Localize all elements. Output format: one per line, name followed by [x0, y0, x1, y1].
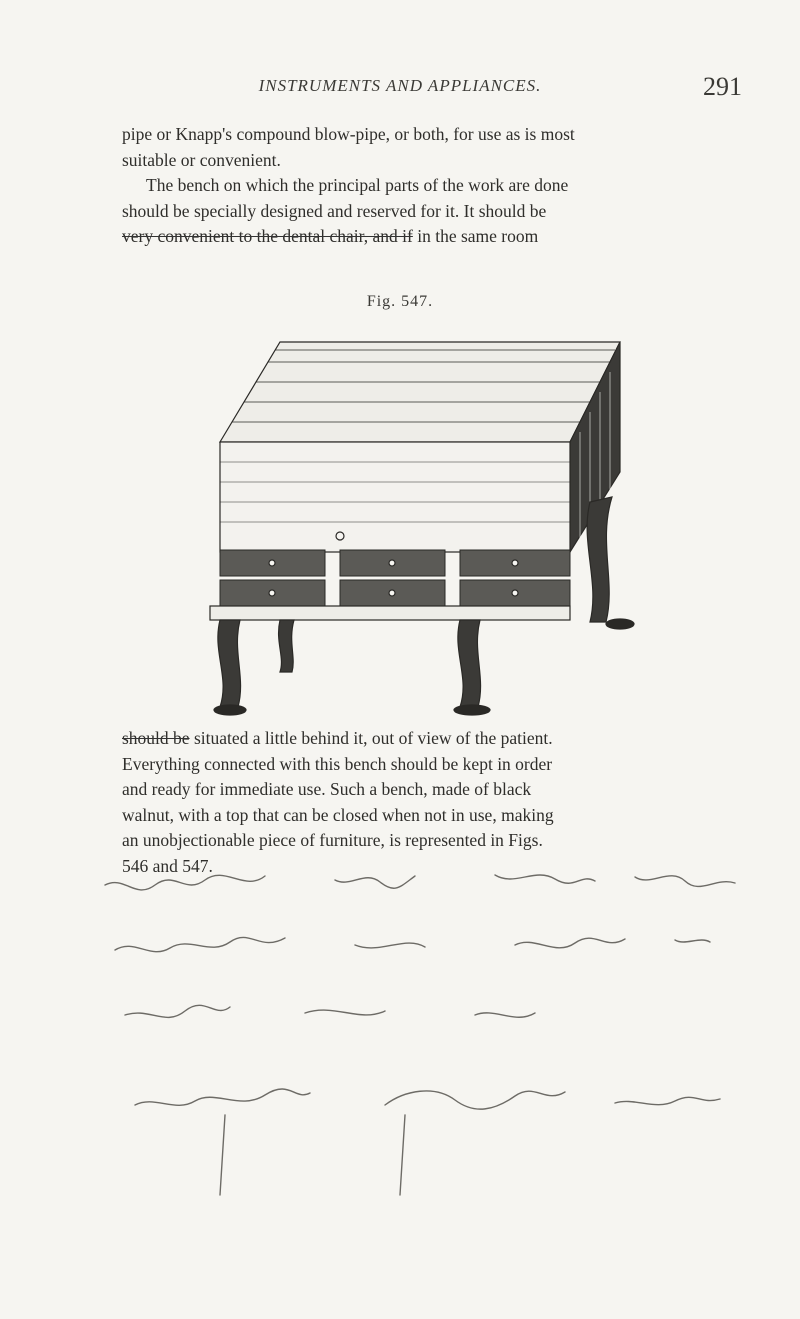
text-line: an unobjectionable piece of furniture, is represented in Figs. — [122, 830, 543, 850]
figure-caption: Fig. 547. — [366, 293, 434, 310]
text-line: should be specially designed and reserved for it. It should be — [122, 200, 547, 221]
text-line: and ready for immediate use. Such a bench, made of black — [122, 779, 532, 799]
bench-engraving — [210, 342, 634, 715]
page-number: 291 — [703, 72, 742, 101]
pencil-annotation — [95, 865, 800, 1235]
text-line: walnut, with a top that can be closed when not in use, making — [122, 804, 554, 825]
body-text-top — [122, 122, 792, 250]
text-line-struck — [122, 224, 792, 250]
dental-bench-illustration — [160, 322, 640, 722]
running-head: INSTRUMENTS AND APPLIANCES. — [258, 76, 542, 95]
struck-text: very convenient to the dental chair, and if — [122, 226, 413, 246]
body-text-bottom — [122, 726, 792, 879]
text-line: The bench on which the principal parts of the work are done — [146, 175, 569, 195]
text-line: 546 and 547. — [122, 855, 213, 876]
text-fragment: in the same room — [412, 226, 539, 246]
text-fragment: situated a little behind it, out of view of the patient. — [189, 728, 553, 748]
text-line: Everything connected with this bench should be kept in order — [122, 753, 553, 774]
struck-text: should be — [122, 728, 190, 748]
text-line: suitable or convenient. — [122, 149, 281, 170]
drawer-row — [220, 550, 570, 606]
text-line: pipe or Knapp's compound blow-pipe, or both, for use as is most — [122, 124, 575, 144]
text-line-struck — [122, 726, 792, 752]
